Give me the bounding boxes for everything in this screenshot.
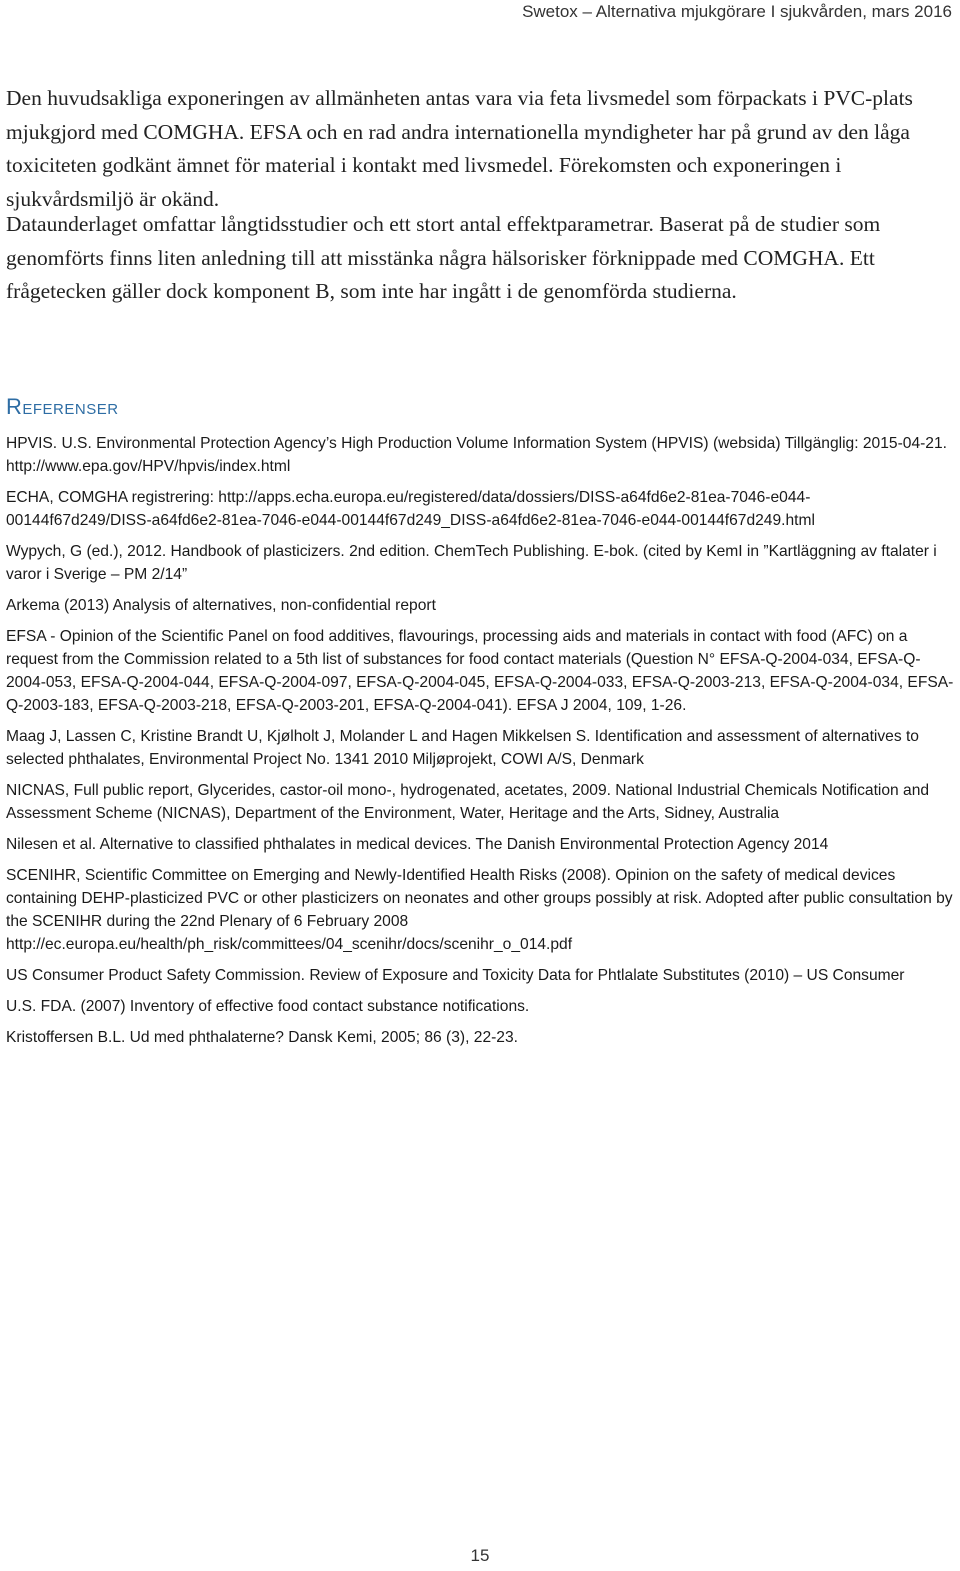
reference-item: EFSA - Opinion of the Scientific Panel on food additives, flavourings, processing aids and materials in contact with food (AFC) on a request from the Commission related to a 5th list of substances for food contact materials (Question N° EFSA-Q-2004-034, EFSA-Q-2004-053, EFSA-Q-2004-044, EFSA-Q-2004-097, EFSA-Q-2004-045, EFSA-Q-2004-033, EFSA-Q-2003-213, EFSA-Q-2004-034, EFSA-Q-2003-183, EFSA-Q-2003-218, EFSA-Q-2003-201, EFSA-Q-2004-041). EFSA J 2004, 109, 1-26. — [6, 628, 954, 714]
reference-item: Nilesen et al. Alternative to classified phthalates in medical devices. The Danish Environmental Protection Agency 2014 — [6, 836, 829, 853]
reference-item: ECHA, COMGHA registrering: http://apps.echa.europa.eu/registered/data/dossiers/DISS-a64fd6e2-81ea-7046-e044-00144f67d249/DISS-a64fd6e2-81ea-7046-e044-00144f67d249_DISS-a64fd6e2-81ea-7046-e044-00144f67d249.html — [6, 489, 815, 529]
running-header: Swetox – Alternativa mjukgörare I sjukvården, mars 2016 — [522, 2, 952, 21]
body-paragraph: Dataunderlaget omfattar långtidsstudier och ett stort antal effektparametrar. Baserat på de studier som genomförts finns liten anledning till att misstänka några hälsorisker förknippade med COMGHA. Ett frågetecken gäller dock komponent B, som inte har ingått i de genomförda studierna. — [6, 212, 881, 303]
reference-item: U.S. FDA. (2007) Inventory of effective food contact substance notifications. — [6, 998, 530, 1015]
reference-item: Arkema (2013) Analysis of alternatives, non-confidential report — [6, 597, 436, 614]
reference-item: US Consumer Product Safety Commission. Review of Exposure and Toxicity Data for Phtlalate Substitutes (2010) – US Consumer — [6, 967, 905, 984]
references-heading: Referenser — [6, 394, 119, 419]
reference-item: SCENIHR, Scientific Committee on Emerging and Newly-Identified Health Risks (2008). Opinion on the safety of medical devices containing DEHP-plasticized PVC or other plasticizers on neonates and other groups possibly at risk. Adopted after public consultation by the SCENIHR during the 22nd Plenary of 6 February 2008 http://ec.europa.eu/health/ph_risk/committees/04_scenihr/docs/scenihr_o_014.pdf — [6, 867, 953, 953]
reference-item: HPVIS. U.S. Environmental Protection Agency’s High Production Volume Information System (HPVIS) (websida) Tillgänglig: 2015-04-21. http://www.epa.gov/HPV/hpvis/index.html — [6, 435, 947, 475]
body-paragraph: Den huvudsakliga exponeringen av allmänheten antas vara via feta livsmedel som förpackats i PVC-plats mjukgjord med COMGHA. EFSA och en rad andra internationella myndigheter har på grund av den låga toxiciteten godkänt ämnet för material i kontakt med livsmedel. Förekomsten och exponeringen i sjukvårdsmiljö är okänd. — [6, 86, 913, 211]
reference-item: Maag J, Lassen C, Kristine Brandt U, Kjølholt J, Molander L and Hagen Mikkelsen S. Identification and assessment of alternatives to selected phthalates, Environmental Project No. 1341 2010 Miljøprojekt, COWI A/S, Denmark — [6, 728, 919, 768]
reference-item: NICNAS, Full public report, Glycerides, castor-oil mono-, hydrogenated, acetates, 2009. National Industrial Chemicals Notification and Assessment Scheme (NICNAS), Department of the Environment, Water, Heritage and the Arts, Sidney, Australia — [6, 782, 930, 822]
reference-list — [6, 432, 956, 1057]
reference-item: Wypych, G (ed.), 2012. Handbook of plasticizers. 2nd edition. ChemTech Publishing. E-bok. (cited by KemI in ”Kartläggning av ftalater i varor i Sverige – PM 2/14” — [6, 543, 937, 583]
reference-item: Kristoffersen B.L. Ud med phthalaterne? Dansk Kemi, 2005; 86 (3), 22-23. — [6, 1029, 518, 1046]
page-number: 15 — [470, 1546, 490, 1565]
